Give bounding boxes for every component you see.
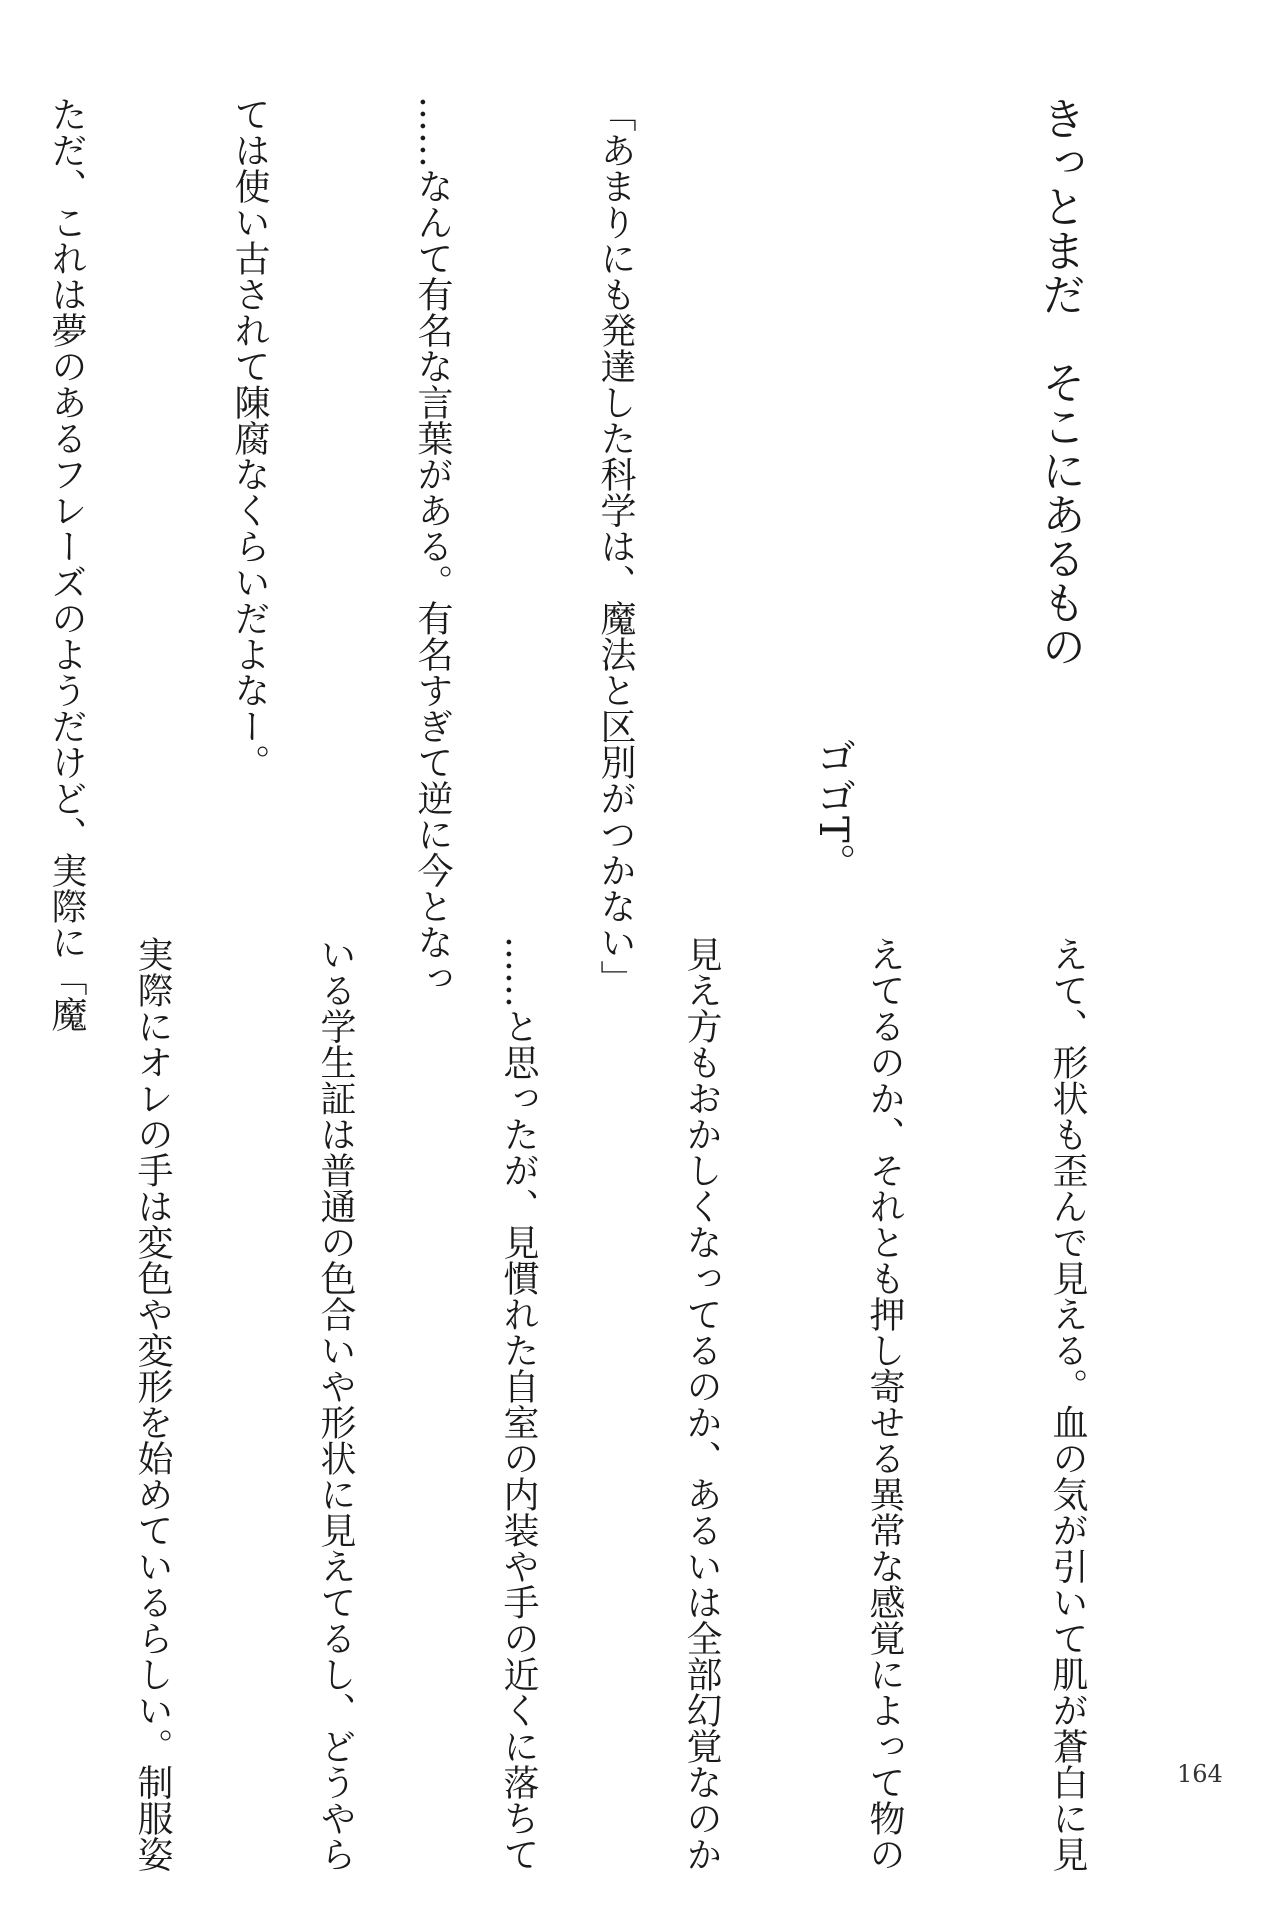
text-line: 「あまりにも発達した科学は、魔法と区別がつかない」: [595, 96, 636, 996]
text-line: ては使い古されて陳腐なくらいだよなー。: [229, 96, 270, 780]
author-name: ゴゴT。: [810, 736, 856, 883]
upper-text-band: [46, 96, 1220, 1032]
text-line: 見え方もおかしくなってるのか、あるいは全部幻覚なのか: [681, 936, 722, 1872]
text-line: ただ、これは夢のあるフレーズのようだけど、実際に「魔: [46, 96, 87, 1032]
text-line: えて、形状も歪んで見える。血の気が引いて肌が蒼白に見: [1047, 936, 1088, 1872]
text-line: ……と思ったが、見慣れた自室の内装や手の近くに落ちて: [498, 936, 539, 1872]
text-line: いる学生証は普通の色合いや形状に見えてるし、どうやら: [315, 936, 356, 1872]
text-line: えてるのか、それとも押し寄せる異常な感覚によって物の: [864, 936, 905, 1872]
page-number: 164: [1177, 1760, 1223, 1788]
story-title: きっとまだ そこにあるもの: [1034, 96, 1085, 668]
text-line: 実際にオレの手は変色や変形を始めているらしい。制服姿: [132, 936, 173, 1872]
text-line: ……なんて有名な言葉がある。有名すぎて逆に今となっ: [412, 96, 453, 996]
